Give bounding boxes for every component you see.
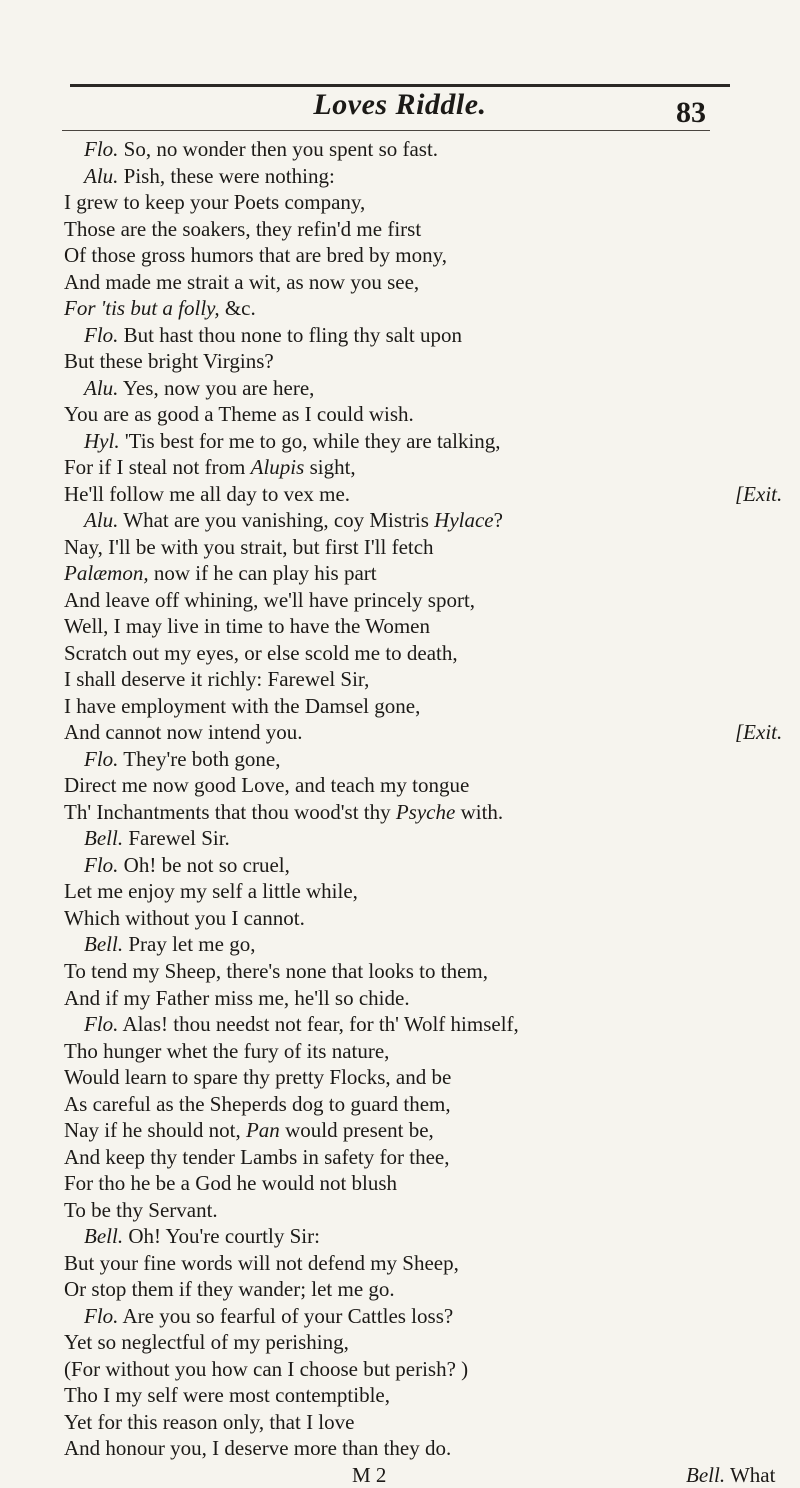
- line-text: But hast thou none to fling thy salt upon: [118, 322, 462, 347]
- line-text: Would learn to spare thy pretty Flocks, and be: [64, 1065, 452, 1090]
- line-text: sight,: [304, 455, 356, 480]
- text-line: [64, 216, 744, 243]
- line-text: &c.: [219, 296, 256, 321]
- line-text: To tend my Sheep, there's none that looks to them,: [64, 958, 488, 983]
- line-text: And keep thy tender Lambs in safety for thee,: [64, 1144, 450, 1169]
- text-line: [64, 1303, 744, 1330]
- speaker-name: Flo.: [84, 1012, 119, 1037]
- line-text: Tho hunger whet the fury of its nature,: [64, 1038, 390, 1063]
- text-line: [64, 1144, 744, 1171]
- line-text: Let me enjoy my self a little while,: [64, 879, 358, 904]
- line-text: would present be,: [279, 1118, 434, 1143]
- catchword: [686, 1462, 775, 1488]
- text-line: [64, 375, 744, 402]
- text-line: [64, 852, 744, 879]
- text-line: [64, 1011, 744, 1038]
- text-line: [64, 1064, 744, 1091]
- line-text: And made me strait a wit, as now you see,: [64, 269, 420, 294]
- text-line: [64, 640, 744, 667]
- line-text: ?: [493, 508, 503, 533]
- line-text: Scratch out my eyes, or else scold me to death,: [64, 640, 458, 665]
- text-line: [64, 1223, 744, 1250]
- line-text: Alas! thou needst not fear, for th' Wolf himself,: [118, 1012, 519, 1037]
- text-line: [64, 1197, 744, 1224]
- signature-mark: M 2: [352, 1462, 387, 1487]
- speaker-name: Bell.: [84, 1224, 124, 1249]
- text-line: [64, 1435, 744, 1462]
- line-text: For tho he be a God he would not blush: [64, 1171, 398, 1196]
- speaker-name: Alu.: [84, 375, 119, 400]
- text-line: [64, 454, 744, 481]
- line-text: I have employment with the Damsel gone,: [64, 693, 421, 718]
- text-line: [64, 587, 744, 614]
- line-text: Oh! be not so cruel,: [118, 852, 290, 877]
- line-text: Are you so fearful of your Cattles loss?: [118, 1303, 454, 1328]
- top-rule: [70, 84, 730, 87]
- text-line: [64, 348, 744, 375]
- line-text: Direct me now good Love, and teach my tongue: [64, 773, 470, 798]
- speaker-name: Alu.: [84, 163, 119, 188]
- text-line: [64, 985, 744, 1012]
- line-text: Yes, now you are here,: [118, 375, 315, 400]
- line-text: Or stop them if they wander; let me go.: [64, 1277, 395, 1302]
- line-text: What are you vanishing, coy Mistris: [118, 508, 435, 533]
- text-line: [64, 295, 744, 322]
- running-title: Loves Riddle.: [313, 88, 487, 121]
- text-line: [64, 613, 744, 640]
- text-line: [64, 958, 744, 985]
- line-text: (For without you how can I choose but perish? ): [64, 1356, 469, 1381]
- text-line: [64, 428, 744, 455]
- line-text: He'll follow me all day to vex me.: [64, 481, 351, 506]
- text-line: [64, 401, 744, 428]
- line-text: 'Tis best for me to go, while they are talking,: [119, 428, 501, 453]
- line-text: Which without you I cannot.: [64, 905, 305, 930]
- line-text: To be thy Servant.: [64, 1197, 218, 1222]
- stage-direction: [Exit.: [735, 720, 783, 745]
- line-text: For if I steal not from: [64, 455, 251, 480]
- text-line: [64, 1382, 744, 1409]
- text-line: [64, 878, 744, 905]
- text-line: [64, 1329, 744, 1356]
- line-text: Those are the soakers, they refin'd me first: [64, 216, 422, 241]
- line-text: And cannot now intend you.: [64, 720, 303, 745]
- text-line: [64, 693, 744, 720]
- speaker-name: Bell.: [84, 826, 124, 851]
- page-number: 83: [676, 96, 706, 129]
- text-line: [64, 746, 744, 773]
- text-line: [64, 1356, 744, 1383]
- text-line: [64, 1091, 744, 1118]
- speaker-name: Flo.: [84, 1303, 119, 1328]
- line-text: I grew to keep your Poets company,: [64, 190, 366, 215]
- catchword-speaker: Bell.: [686, 1462, 726, 1487]
- speaker-name: Flo.: [84, 746, 119, 771]
- line-text: You are as good a Theme as I could wish.: [64, 402, 414, 427]
- line-text: And if my Father miss me, he'll so chide.: [64, 985, 410, 1010]
- italic-text: Psyche: [395, 799, 456, 824]
- line-text: now if he can play his part: [148, 561, 377, 586]
- line-text: Farewel Sir.: [123, 826, 230, 851]
- line-text: They're both gone,: [118, 746, 281, 771]
- line-text: Pish, these were nothing:: [118, 163, 335, 188]
- line-text: And honour you, I deserve more than they do.: [64, 1436, 452, 1461]
- speaker-name: Hyl.: [84, 428, 120, 453]
- italic-text: Palæmon,: [64, 561, 149, 586]
- italic-text: Hylace: [434, 508, 494, 533]
- text-line: [64, 825, 744, 852]
- line-text: Nay, I'll be with you strait, but first I'll fetch: [64, 534, 434, 559]
- text-line: [64, 1276, 744, 1303]
- speaker-name: Flo.: [84, 852, 119, 877]
- line-text: Nay if he should not,: [64, 1118, 246, 1143]
- catchword-word: What: [729, 1462, 776, 1487]
- speaker-name: Alu.: [84, 508, 119, 533]
- line-text: And leave off whining, we'll have princely sport,: [64, 587, 476, 612]
- line-text: I shall deserve it richly: Farewel Sir,: [64, 667, 370, 692]
- italic-text: Alupis: [250, 455, 305, 480]
- line-text: Th' Inchantments that thou wood'st thy: [64, 799, 396, 824]
- text-line: [64, 242, 744, 269]
- italic-text: For 'tis but a folly,: [64, 296, 220, 321]
- text-line: [64, 1038, 744, 1065]
- line-text: So, no wonder then you spent so fast.: [118, 137, 439, 161]
- line-text: Yet for this reason only, that I love: [64, 1409, 355, 1434]
- line-text: But these bright Virgins?: [64, 349, 274, 374]
- text-line: [64, 269, 744, 296]
- text-line: [64, 799, 744, 826]
- text-line: [64, 1250, 744, 1277]
- text-line: [64, 507, 744, 534]
- text-line: [64, 719, 783, 746]
- play-text: [64, 136, 783, 1488]
- stage-direction: [Exit.: [735, 481, 783, 506]
- line-text: Well, I may live in time to have the Women: [64, 614, 430, 639]
- text-line: [64, 1170, 744, 1197]
- line-text: Yet so neglectful of my perishing,: [64, 1330, 349, 1355]
- text-line: [64, 1409, 744, 1436]
- line-text: with.: [455, 799, 504, 824]
- line-text: Tho I my self were most contemptible,: [64, 1383, 391, 1408]
- header-rule: [62, 130, 710, 131]
- text-line: [64, 560, 744, 587]
- text-line: [64, 1117, 744, 1144]
- line-text: Of those gross humors that are bred by mony,: [64, 243, 447, 268]
- text-line: [64, 666, 744, 693]
- text-line: [64, 772, 744, 799]
- text-line: [64, 322, 744, 349]
- text-line: [64, 481, 783, 508]
- speaker-name: Flo.: [84, 322, 119, 347]
- speaker-name: Flo.: [84, 137, 119, 161]
- line-text: Oh! You're courtly Sir:: [123, 1224, 320, 1249]
- speaker-name: Bell.: [84, 932, 124, 957]
- line-text: Pray let me go,: [123, 932, 256, 957]
- footer-line: [64, 1462, 776, 1488]
- line-text: But your fine words will not defend my Sheep,: [64, 1250, 459, 1275]
- text-line: [64, 136, 744, 163]
- text-line: [64, 905, 744, 932]
- text-line: [64, 534, 744, 561]
- italic-text: Pan: [245, 1118, 280, 1143]
- text-line: [64, 931, 744, 958]
- text-line: [64, 163, 744, 190]
- text-line: [64, 189, 744, 216]
- line-text: As careful as the Sheperds dog to guard them,: [64, 1091, 451, 1116]
